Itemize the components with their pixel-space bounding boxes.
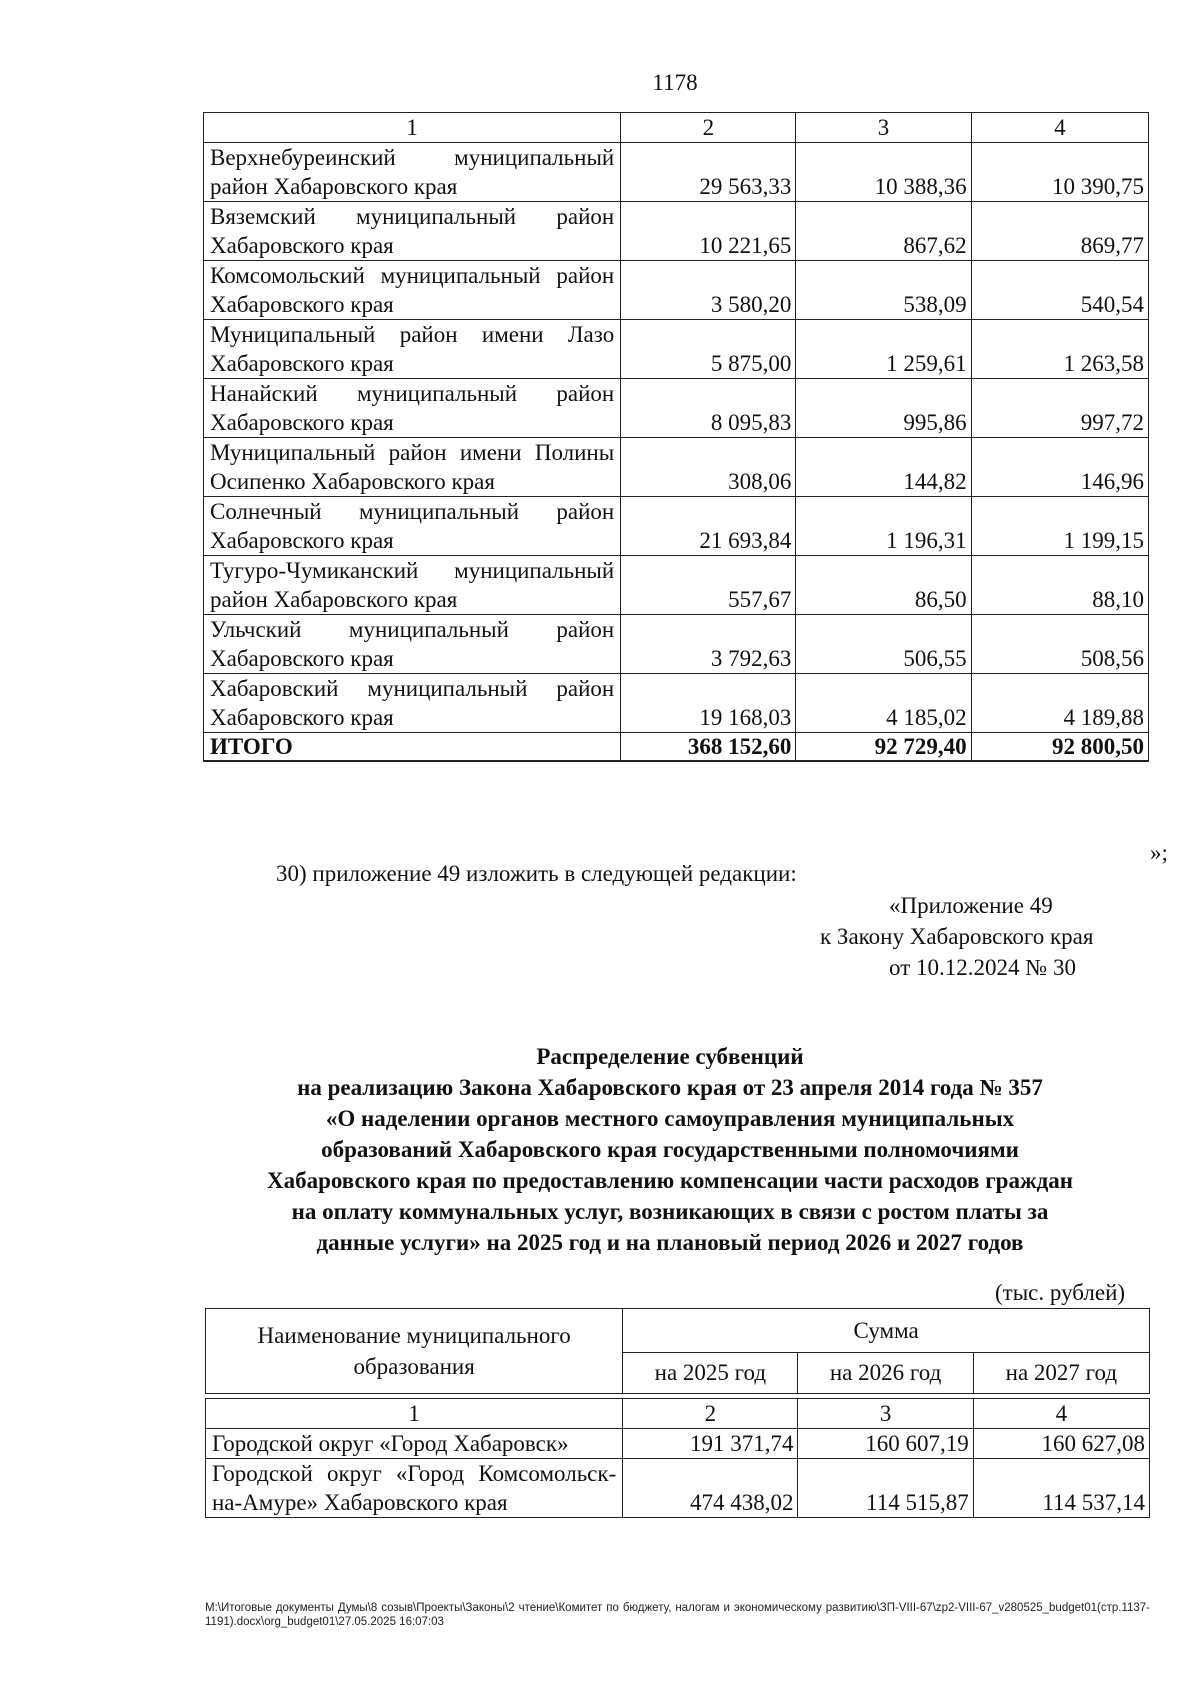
amount-2026: 995,86 [796, 379, 971, 438]
amount-2026: 4 185,02 [796, 674, 971, 733]
amount-2026: 1 196,31 [796, 497, 971, 556]
amount-2026: 10 388,36 [796, 143, 971, 202]
total-row [204, 733, 1149, 762]
amount-2027: 10 390,75 [971, 143, 1148, 202]
appendix-line-2: к Закону Хабаровского края [820, 924, 1094, 949]
amount-2025: 5 875,00 [621, 320, 796, 379]
unit-label: (тыс. рублей) [995, 1280, 1126, 1305]
amount-2026: 160 607,19 [798, 1429, 973, 1459]
amount-2026: 1 259,61 [796, 320, 971, 379]
amount-2025: 21 693,84 [621, 497, 796, 556]
amount-2025: 3 792,63 [621, 615, 796, 674]
amendment-paragraph: 30) приложение 49 изложить в следующей редакции: [276, 861, 797, 886]
table-row [206, 1459, 1150, 1518]
subvention-table-continued [203, 112, 1149, 762]
district-name: Городской округ «Город Комсомольск-на-Амуре» Хабаровского края [206, 1459, 623, 1518]
column-number-3: 3 [798, 1399, 973, 1429]
column-header-2026: на 2026 год [798, 1352, 973, 1394]
amount-2027: 508,56 [971, 615, 1148, 674]
page-number: 1178 [652, 70, 698, 95]
document-title [190, 1041, 1150, 1258]
table-row [204, 202, 1149, 261]
district-name: Ульчский муниципальный район Хабаровского края [204, 615, 621, 674]
amount-2025: 19 168,03 [621, 674, 796, 733]
column-header-2025: на 2025 год [623, 1352, 798, 1394]
title-line: на реализацию Закона Хабаровского края от 23 апреля 2014 года № 357 [297, 1075, 1043, 1100]
title-line: на оплату коммунальных услуг, возникающих в связи с ростом платы за [291, 1199, 1049, 1224]
district-name: Комсомольский муниципальный район Хабаровского края [204, 261, 621, 320]
table-row [206, 1429, 1150, 1459]
amount-2027: 1 263,58 [971, 320, 1148, 379]
amount-2027: 114 537,14 [973, 1459, 1149, 1518]
district-name: Хабаровский муниципальный район Хабаровского края [204, 674, 621, 733]
appendix-line-1: «Приложение 49 [889, 893, 1053, 918]
amount-2027: 540,54 [971, 261, 1148, 320]
district-name: Муниципальный район имени Полины Осипенко Хабаровского края [204, 438, 621, 497]
table-row [204, 379, 1149, 438]
column-number-2: 2 [621, 113, 796, 143]
column-number-4: 4 [971, 113, 1148, 143]
amount-2026: 114 515,87 [798, 1459, 973, 1518]
amount-2025: 557,67 [621, 556, 796, 615]
amount-2027: 146,96 [971, 438, 1148, 497]
column-header-2027: на 2027 год [973, 1352, 1149, 1394]
amount-2027: 997,72 [971, 379, 1148, 438]
table-row [204, 320, 1149, 379]
amount-2026: 867,62 [796, 202, 971, 261]
title-line: данные услуги» на 2025 год и на плановый период 2026 и 2027 годов [316, 1230, 1024, 1255]
table-row [204, 438, 1149, 497]
distribution-table [205, 1398, 1150, 1518]
table-row [204, 143, 1149, 202]
district-name: Тугуро-Чумиканский муниципальный район Хабаровского края [204, 556, 621, 615]
table-row [204, 674, 1149, 733]
table-row [204, 261, 1149, 320]
column-header-sum: Сумма [623, 1309, 1150, 1353]
amount-2027: 1 199,15 [971, 497, 1148, 556]
amount-2027: 869,77 [971, 202, 1148, 261]
amount-2025: 29 563,33 [621, 143, 796, 202]
closing-quote: »; [1150, 840, 1168, 865]
column-number-row [204, 113, 1149, 143]
amount-2026: 86,50 [796, 556, 971, 615]
amount-2027: 88,10 [971, 556, 1148, 615]
appendix-line-3: от 10.12.2024 № 30 [889, 955, 1076, 980]
amount-2026: 506,55 [796, 615, 971, 674]
total-2025: 368 152,60 [621, 733, 796, 762]
column-number-1: 1 [206, 1399, 623, 1429]
table-row [204, 615, 1149, 674]
title-line: «О наделении органов местного самоуправления муниципальных [325, 1106, 1015, 1131]
distribution-table-header [205, 1308, 1150, 1394]
title-line: Распределение субвенций [536, 1044, 804, 1069]
total-label: ИТОГО [204, 733, 621, 762]
title-line: Хабаровского края по предоставлению компенсации части расходов граждан [266, 1168, 1074, 1193]
amount-2026: 538,09 [796, 261, 971, 320]
district-name: Городской округ «Город Хабаровск» [206, 1429, 623, 1459]
amount-2025: 191 371,74 [623, 1429, 798, 1459]
district-name: Солнечный муниципальный район Хабаровского края [204, 497, 621, 556]
column-number-4: 4 [973, 1399, 1149, 1429]
amount-2027: 160 627,08 [973, 1429, 1149, 1459]
amount-2026: 144,82 [796, 438, 971, 497]
total-2026: 92 729,40 [796, 733, 971, 762]
column-header-name: Наименование муниципального образования [206, 1309, 623, 1394]
title-line: образований Хабаровского края государственными полномочиями [321, 1137, 1019, 1162]
column-number-2: 2 [623, 1399, 798, 1429]
district-name: Муниципальный район имени Лазо Хабаровского края [204, 320, 621, 379]
table-row [204, 497, 1149, 556]
column-number-row [206, 1399, 1150, 1429]
table-row [204, 556, 1149, 615]
total-2027: 92 800,50 [971, 733, 1148, 762]
district-name: Верхнебуреинский муниципальный район Хабаровского края [204, 143, 621, 202]
column-number-1: 1 [204, 113, 621, 143]
amount-2025: 3 580,20 [621, 261, 796, 320]
amount-2025: 10 221,65 [621, 202, 796, 261]
column-number-3: 3 [796, 113, 971, 143]
amount-2025: 474 438,02 [623, 1459, 798, 1518]
district-name: Нанайский муниципальный район Хабаровского края [204, 379, 621, 438]
file-path-footer: M:\Итоговые документы Думы\8 созыв\Проекты\Законы\2 чтение\Комитет по бюджету, налогам и экономическому развитию\ЗП-VIII-67\zp2-VIII-67_v280525_budget01(стр.1137-1191).docx\org_budget01\27.05.2025 16:07:03 [205, 1602, 1150, 1628]
appendix-reference [820, 890, 1150, 983]
amount-2025: 8 095,83 [621, 379, 796, 438]
amount-2027: 4 189,88 [971, 674, 1148, 733]
district-name: Вяземский муниципальный район Хабаровского края [204, 202, 621, 261]
amount-2025: 308,06 [621, 438, 796, 497]
